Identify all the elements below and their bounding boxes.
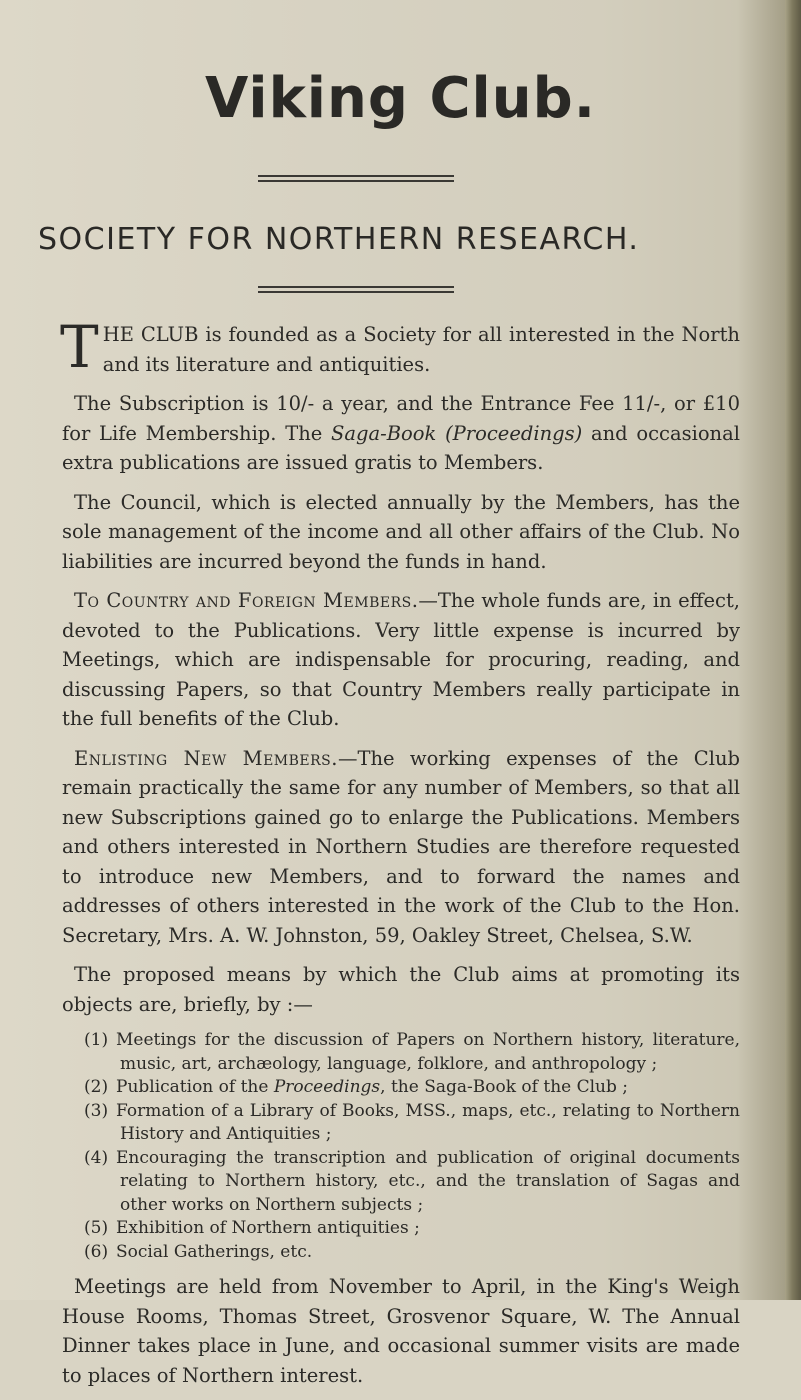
list-item xyxy=(62,1100,740,1147)
country-members-text: —The whole funds are, in effect, devoted to the Publications. Very little expense is incurred by Meetings, which are indispensable for procuring, reading, and discussing Papers, so that Country Members really participate in the full benefits of the Club. xyxy=(62,589,741,730)
document-body xyxy=(60,313,741,1400)
list-number: (4) xyxy=(84,1147,109,1168)
society-subtitle: SOCIETY FOR NORTHERN RESEARCH. xyxy=(38,222,640,257)
list-item xyxy=(62,1029,740,1076)
paragraph-objects-intro: The proposed means by which the Club aims at promoting its objects are, briefly, by :— xyxy=(62,963,740,1016)
list-item xyxy=(62,1241,740,1265)
paragraph-enlisting xyxy=(62,744,740,951)
enlisting-text: —The working expenses of the Club remain practically the same for any number of Members, so that all new Subscriptions gained go to enlarge the Publications. Members and others interested in Northern Studies are therefore requested to introduce new Members, and to forward the names and addresses of others interested in the work of the Club to the Hon. Secretary, Mrs. A. W. Johnston, 59, Oakley Street, Chelsea, S.W. xyxy=(62,746,740,947)
paragraph-intro xyxy=(60,313,740,381)
list-item xyxy=(62,1076,740,1100)
list-text: Meetings for the discussion of Papers on Northern history, literature, music, art, archæology, language, folklore, and anthropology ; xyxy=(116,1030,740,1074)
subscription-text-a: The Subscription is 10/- a year, and the Entrance Fee 11/-, or £10 for Life Membership. The xyxy=(62,392,740,445)
drop-cap: T xyxy=(60,313,99,381)
list-text-post: , the Saga-Book of the Club ; xyxy=(380,1077,629,1097)
double-rule-bottom xyxy=(258,286,454,293)
paragraph-subscription xyxy=(62,389,740,478)
page-edge-shadow xyxy=(785,0,801,1300)
proceedings-title: Proceedings xyxy=(273,1077,381,1097)
double-rule-top xyxy=(258,175,454,182)
list-item xyxy=(62,1217,740,1241)
subscription-text-b: and occasional extra publications are issued gratis to Members. xyxy=(62,421,740,474)
list-text-pre: Publication of the xyxy=(116,1077,274,1097)
club-title: Viking Club. xyxy=(205,66,596,131)
objects-list xyxy=(62,1029,740,1264)
paragraph-council: The Council, which is elected annually by the Members, has the sole management of the income and all other affairs of the Club. No liabilities are incurred beyond the funds in hand. xyxy=(62,490,740,573)
country-members-heading: To Country and Foreign Members. xyxy=(74,589,419,612)
saga-book-title: Saga-Book (Proceedings) xyxy=(331,421,583,445)
list-text: Formation of a Library of Books, MSS., maps, etc., relating to Northern History and Antiquities ; xyxy=(116,1100,740,1144)
paragraph-meetings: Meetings are held from November to April, in the King's Weigh House Rooms, Thomas Street, Grosvenor Square, W. The Annual Dinner takes place in June, and occasional summer visits are made to places of Northern interest. xyxy=(62,1275,740,1387)
list-text: Social Gatherings, etc. xyxy=(116,1241,313,1262)
intro-text: HE CLUB is founded as a Society for all interested in the North and its literature and antiquities. xyxy=(102,323,740,376)
paragraph-country-members xyxy=(62,586,740,734)
list-text: Exhibition of Northern antiquities ; xyxy=(116,1218,420,1238)
list-number: (5) xyxy=(84,1218,109,1238)
list-number: (2) xyxy=(84,1077,109,1097)
list-number: (3) xyxy=(84,1100,109,1121)
list-number: (1) xyxy=(84,1030,109,1050)
list-number: (6) xyxy=(84,1241,109,1262)
list-item xyxy=(62,1147,740,1218)
enlisting-heading: Enlisting New Members. xyxy=(74,746,338,770)
list-text: Encouraging the transcription and publication of original documents relating to Northern history, etc., and the translation of Sagas and other works on Northern subjects ; xyxy=(116,1147,740,1215)
